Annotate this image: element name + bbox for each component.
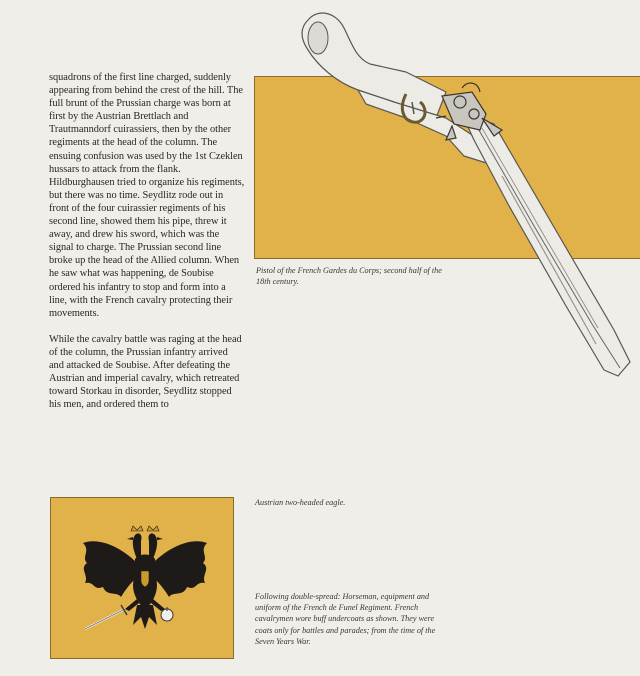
pistol-caption: Pistol of the French Gardes du Corps; second half of the 18th century.	[256, 266, 442, 287]
body-paragraph-1: squadrons of the first line charged, suddenly appearing from behind the crest of the hill. The full brunt of the Prussian charge was born at first by the Austrian Brettlach and Trautmanndorf cuirassiers, then by the other regiments at the head of the column. The ensuing confusion was used by the 1st Czeklen hussars to attack from the flank. Hildburghausen tried to organize his regiments, but there was no time. Seydlitz rode out in front of the four cuirassier regiments of his second line, showed them his pipe, threw it away, and drew his sword, which was the signal to charge. The Prussian second line broke up the head of the Allied column. When he saw what was happening, de Soubise ordered his infantry to stop and form into a line, with the French cavalry protecting their movements.	[49, 72, 245, 319]
body-paragraph-2: While the cavalry battle was raging at the head of the column, the Prussian infantry arrived and attacked de Soubise. After defeating the Austrian and imperial cavalry, which retreated toward Storkau in disorder, Seydlitz stopped his men, and ordered them to	[49, 333, 242, 411]
body-text-column	[49, 71, 245, 424]
flintlock-pistol-illustration	[296, 6, 640, 382]
eagle-caption: Austrian two-headed eagle.	[255, 498, 346, 507]
two-headed-eagle-illustration	[77, 525, 213, 635]
spread-caption: Following double-spread: Horseman, equipment and uniform of the French de Funel Regiment. French cavalrymen wore buff undercoats as shown. They were coats only for battles and parades; from the time of the Seven Years War.	[255, 592, 436, 646]
